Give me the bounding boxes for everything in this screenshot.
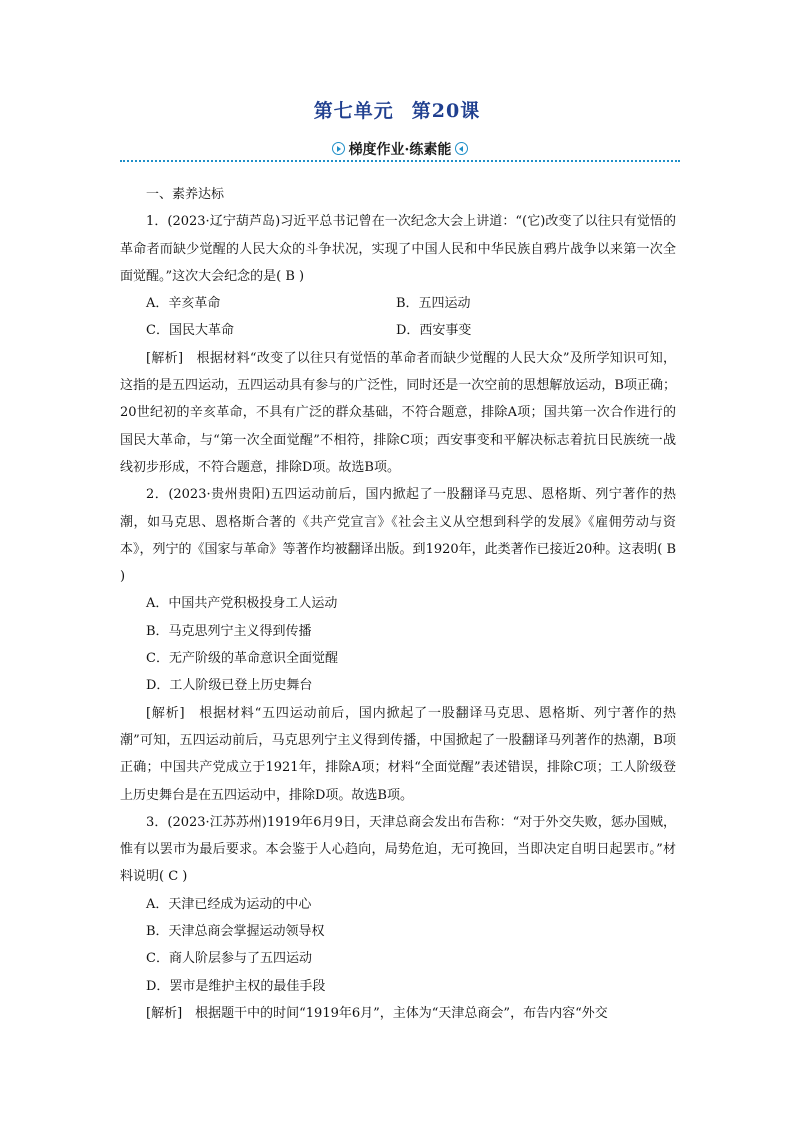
analysis-text: [解析] 根据题干中的时间“1919年6月”，主体为“天津总商会”，布告内容“外交 xyxy=(146,1005,608,1021)
analysis-text: [解析] 根据材料“改变了以往只有觉悟的革命者而缺少觉醒的人民大众”及所学知识可知，这指的是五四运动，五四运动具有参与的广泛性，同时还是一次空前的思想解放运动，B项正确；20世纪初的辛亥革命，不具有广泛的群众基础，不符合题意，排除A项；国共第一次合作进行的国民大革命，与“第一次全面觉醒”不相符，排除C项；西安事变和平解决标志着抗日民族统一战线初步形成，不符合题意，排除D项。故选B项。 xyxy=(120,350,676,475)
option: C．无产阶级的革命意识全面觉醒 xyxy=(146,651,338,667)
options-row xyxy=(120,317,676,344)
section-banner xyxy=(120,140,680,162)
analysis-text: [解析] 根据材料“五四运动前后，国内掀起了一股翻译马克思、恩格斯、列宁著作的热潮”可知，五四运动前后，马克思列宁主义得到传播，中国掀起了一股翻译马列著作的热潮，B项正确；中国共产党成立于1921年，排除A项；材料“全面觉醒”表述错误，排除C项；工人阶级登上历史舞台是在五四运动中，排除D项。故选B项。 xyxy=(120,705,676,803)
play-left-icon xyxy=(455,142,468,155)
option: B．五四运动 xyxy=(396,296,471,312)
question-stem: 3．(2023·江苏苏州)1919年6月9日，天津总商会发出布告称：“对于外交失败，惩办国贼，惟有以罢市为最后要求。本会鉴于人心趋向，局势危迫，无可挽回，当即决定自明日起罢市。”材料说明( C ) xyxy=(120,814,676,885)
lesson-label: 第20课 xyxy=(411,100,481,122)
question-stem: 2．(2023·贵州贵阳)五四运动前后，国内掀起了一股翻译马克思、恩格斯、列宁著作的热潮，如马克思、恩格斯合著的《共产党宣言》《社会主义从空想到科学的发展》《雇佣劳动与资本》，列宁的《国家与革命》等著作均被翻译出版。到1920年，此类著作已接近20种。这表明( B ) xyxy=(120,487,676,585)
options-row xyxy=(120,290,676,317)
option: D．西安事变 xyxy=(396,323,472,339)
question-stem: 1．(2023·辽宁葫芦岛)习近平总书记曾在一次纪念大会上讲道：“(它)改变了以往只有觉悟的革命者而缺少觉醒的人民大众的斗争状况，实现了中国人民和中华民族自鸦片战争以来第一次全面觉醒。”这次大会纪念的是( B ) xyxy=(120,214,676,284)
option: A．中国共产党积极投身工人运动 xyxy=(146,596,338,612)
option: C．商人阶层参与了五四运动 xyxy=(146,951,312,967)
play-right-icon xyxy=(332,142,345,155)
option: B．天津总商会掌握运动领导权 xyxy=(146,924,325,940)
option: C．国民大革命 xyxy=(146,323,234,339)
option: D．罢市是维护主权的最佳手段 xyxy=(146,978,326,994)
option: A．辛亥革命 xyxy=(146,296,221,312)
option: D．工人阶级已登上历史舞台 xyxy=(146,678,313,694)
option: A．天津已经成为运动的中心 xyxy=(146,896,312,912)
worksheet-content xyxy=(120,181,676,1027)
banner-label: 梯度作业·练素能 xyxy=(348,142,452,158)
unit-label: 第七单元 xyxy=(313,100,394,122)
section-heading: 一、素养达标 xyxy=(146,187,225,202)
dotted-divider xyxy=(120,160,680,162)
page-title xyxy=(0,96,794,123)
option: B．马克思列宁主义得到传播 xyxy=(146,623,312,639)
